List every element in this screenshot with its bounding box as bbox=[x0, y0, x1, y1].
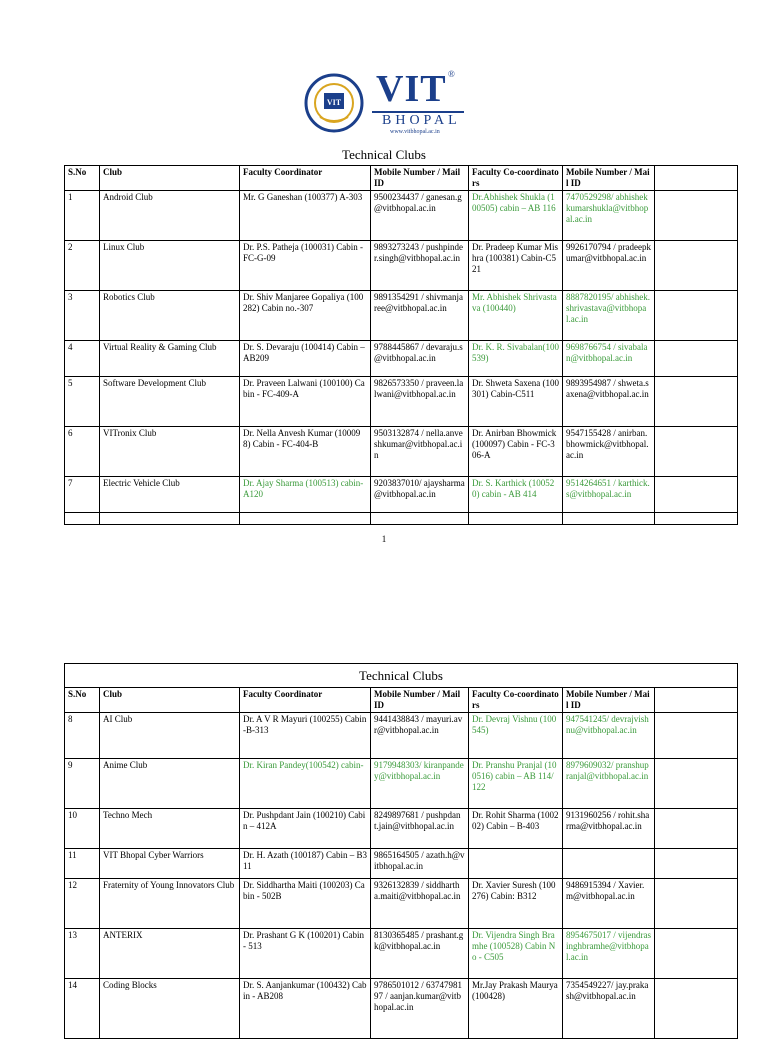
table-header-row bbox=[65, 166, 738, 191]
sno-cell: 8 bbox=[65, 713, 100, 759]
faculty-contact-cell: 9893273243 / pushpinder.singh@vitbhopal.ac.in bbox=[371, 241, 469, 291]
table-row bbox=[65, 979, 738, 1039]
sno-cell: 7 bbox=[65, 477, 100, 513]
sno-cell: 4 bbox=[65, 341, 100, 377]
clubs-table-2 bbox=[64, 663, 738, 1039]
empty-cell bbox=[469, 513, 563, 525]
co-coordinator-contact-cell bbox=[563, 849, 655, 879]
sno-cell: 9 bbox=[65, 759, 100, 809]
empty-cell bbox=[371, 513, 469, 525]
table-header-row bbox=[65, 688, 738, 713]
club-name-cell: Fraternity of Young Innovators Club bbox=[100, 879, 240, 929]
faculty-coordinator-cell: Dr. Praveen Lalwani (100100) Cabin - FC-409-A bbox=[240, 377, 371, 427]
faculty-coordinator-cell: Dr. Kiran Pandey(100542) cabin- bbox=[240, 759, 371, 809]
club-name-cell: Anime Club bbox=[100, 759, 240, 809]
header-faculty: Faculty Coordinator bbox=[240, 166, 371, 191]
club-name-cell: VITronix Club bbox=[100, 427, 240, 477]
empty-cell bbox=[655, 879, 738, 929]
co-coordinator-contact-cell: 7470529298/ abhishekkumarshukla@vitbhopal.ac.in bbox=[563, 191, 655, 241]
club-name-cell: Software Development Club bbox=[100, 377, 240, 427]
empty-cell bbox=[655, 759, 738, 809]
faculty-contact-cell: 9326132839 / siddhartha.maiti@vitbhopal.ac.in bbox=[371, 879, 469, 929]
co-coordinator-cell: Dr. Pradeep Kumar Mishra (100381) Cabin-C521 bbox=[469, 241, 563, 291]
co-coordinator-contact-cell: 9547155428 / anirban.bhowmick@vitbhopal.ac.in bbox=[563, 427, 655, 477]
table-row bbox=[65, 241, 738, 291]
faculty-contact-cell: 9786501012 / 6374798197 / aanjan.kumar@vitbhopal.ac.in bbox=[371, 979, 469, 1039]
sno-cell: 3 bbox=[65, 291, 100, 341]
header-co-coordinators: Faculty Co-coordinators bbox=[469, 688, 563, 713]
club-name-cell: Linux Club bbox=[100, 241, 240, 291]
co-coordinator-contact-cell: 8979609032/ pranshupranjal@vitbhopal.ac.in bbox=[563, 759, 655, 809]
club-name-cell: Robotics Club bbox=[100, 291, 240, 341]
faculty-contact-cell: 9179948303/ kiranpandey@vitbhopal.ac.in bbox=[371, 759, 469, 809]
sno-cell: 12 bbox=[65, 879, 100, 929]
empty-cell bbox=[655, 929, 738, 979]
empty-cell bbox=[655, 427, 738, 477]
header-mobile: Mobile Number / Mail ID bbox=[371, 166, 469, 191]
faculty-coordinator-cell: Dr. Pushpdant Jain (100210) Cabin – 412A bbox=[240, 809, 371, 849]
svg-text:VIT: VIT bbox=[326, 98, 342, 107]
table-row bbox=[65, 713, 738, 759]
table-row bbox=[65, 809, 738, 849]
co-coordinator-cell: Dr. Rohit Sharma (100202) Cabin – B-403 bbox=[469, 809, 563, 849]
faculty-coordinator-cell: Dr. Ajay Sharma (100513) cabin- A120 bbox=[240, 477, 371, 513]
club-name-cell: Techno Mech bbox=[100, 809, 240, 849]
header-empty bbox=[655, 688, 738, 713]
page-number: 1 bbox=[381, 534, 387, 544]
logo-website: www.vitbhopal.ac.in bbox=[390, 129, 440, 135]
header-co-mobile: Mobile Number / Mail ID bbox=[563, 688, 655, 713]
empty-cell bbox=[655, 849, 738, 879]
table-row-empty bbox=[65, 513, 738, 525]
co-coordinator-cell: Dr.Abhishek Shukla (100505) cabin – AB 116 bbox=[469, 191, 563, 241]
vit-bhopal-logo bbox=[296, 68, 466, 135]
header-sno: S.No bbox=[65, 166, 100, 191]
co-coordinator-cell: Dr. Xavier Suresh (100276) Cabin: B312 bbox=[469, 879, 563, 929]
empty-cell bbox=[100, 513, 240, 525]
co-coordinator-contact-cell: 8887820195/ abhishek.shrivastava@vitbhopal.ac.in bbox=[563, 291, 655, 341]
faculty-contact-cell: 9865164505 / azath.h@vitbhopal.ac.in bbox=[371, 849, 469, 879]
table-row bbox=[65, 879, 738, 929]
clubs-table-1 bbox=[64, 165, 738, 525]
empty-cell bbox=[655, 979, 738, 1039]
faculty-contact-cell: 9503132874 / nella.anveshkumar@vitbhopal.ac.in bbox=[371, 427, 469, 477]
faculty-coordinator-cell: Dr. A V R Mayuri (100255) Cabin-B-313 bbox=[240, 713, 371, 759]
club-name-cell: Virtual Reality & Gaming Club bbox=[100, 341, 240, 377]
empty-cell bbox=[563, 513, 655, 525]
sno-cell: 6 bbox=[65, 427, 100, 477]
sno-cell: 10 bbox=[65, 809, 100, 849]
table-row bbox=[65, 759, 738, 809]
empty-cell bbox=[655, 241, 738, 291]
empty-cell bbox=[655, 809, 738, 849]
header-mobile: Mobile Number / Mail ID bbox=[371, 688, 469, 713]
faculty-contact-cell: 8130365485 / prashant.gk@vitbhopal.ac.in bbox=[371, 929, 469, 979]
co-coordinator-contact-cell: 9926170794 / pradeepkumar@vitbhopal.ac.in bbox=[563, 241, 655, 291]
club-name-cell: Electric Vehicle Club bbox=[100, 477, 240, 513]
vit-seal-icon bbox=[296, 73, 372, 135]
co-coordinator-cell: Dr. Devraj Vishnu (100545) bbox=[469, 713, 563, 759]
header-faculty: Faculty Coordinator bbox=[240, 688, 371, 713]
co-coordinator-contact-cell: 7354549227/ jay.prakash@vitbhopal.ac.in bbox=[563, 979, 655, 1039]
table-row bbox=[65, 477, 738, 513]
co-coordinator-cell bbox=[469, 849, 563, 879]
faculty-contact-cell: 8249897681 / pushpdant.jain@vitbhopal.ac.in bbox=[371, 809, 469, 849]
club-name-cell: ANTERIX bbox=[100, 929, 240, 979]
faculty-contact-cell: 9441438843 / mayuri.avr@vitbhopal.ac.in bbox=[371, 713, 469, 759]
co-coordinator-contact-cell: 947541245/ devrajvishnu@vitbhopal.ac.in bbox=[563, 713, 655, 759]
header-club: Club bbox=[100, 166, 240, 191]
co-coordinator-cell: Dr. Vijendra Singh Bramhe (100528) Cabin No - C505 bbox=[469, 929, 563, 979]
co-coordinator-contact-cell: 9486915394 / Xavier.m@vitbhopal.ac.in bbox=[563, 879, 655, 929]
faculty-coordinator-cell: Dr. P.S. Patheja (100031) Cabin - FC-G-09 bbox=[240, 241, 371, 291]
header-co-mobile: Mobile Number / Mail ID bbox=[563, 166, 655, 191]
table-row bbox=[65, 191, 738, 241]
club-name-cell: VIT Bhopal Cyber Warriors bbox=[100, 849, 240, 879]
co-coordinator-contact-cell: 8954675017 / vijendrasinghbramhe@vitbhopal.ac.in bbox=[563, 929, 655, 979]
faculty-coordinator-cell: Dr. S. Aanjankumar (100432) Cabin - AB208 bbox=[240, 979, 371, 1039]
co-coordinator-cell: Mr.Jay Prakash Maurya (100428) bbox=[469, 979, 563, 1039]
faculty-coordinator-cell: Dr. Prashant G K (100201) Cabin - 513 bbox=[240, 929, 371, 979]
empty-cell bbox=[655, 341, 738, 377]
empty-cell bbox=[655, 477, 738, 513]
page-title: Technical Clubs bbox=[342, 147, 426, 162]
logo-name: VIT bbox=[376, 68, 447, 110]
empty-cell bbox=[655, 513, 738, 525]
table-row bbox=[65, 849, 738, 879]
co-coordinator-contact-cell: 9698766754 / sivabalan@vitbhopal.ac.in bbox=[563, 341, 655, 377]
faculty-coordinator-cell: Dr. S. Devaraju (100414) Cabin – AB209 bbox=[240, 341, 371, 377]
faculty-contact-cell: 9826573350 / praveen.lalwani@vitbhopal.ac.in bbox=[371, 377, 469, 427]
co-coordinator-contact-cell: 9893954987 / shweta.saxena@vitbhopal.ac.in bbox=[563, 377, 655, 427]
faculty-coordinator-cell: Dr. H. Azath (100187) Cabin – B311 bbox=[240, 849, 371, 879]
empty-cell bbox=[655, 713, 738, 759]
empty-cell bbox=[240, 513, 371, 525]
co-coordinator-contact-cell: 9514264651 / karthick.s@vitbhopal.ac.in bbox=[563, 477, 655, 513]
sno-cell: 1 bbox=[65, 191, 100, 241]
co-coordinator-cell: Dr. Pranshu Pranjal (100516) cabin – AB 114/ 122 bbox=[469, 759, 563, 809]
table-row bbox=[65, 427, 738, 477]
table-title: Technical Clubs bbox=[65, 664, 738, 688]
logo-city: BHOPAL bbox=[382, 113, 461, 128]
header-co-coordinators: Faculty Co-coordinators bbox=[469, 166, 563, 191]
faculty-contact-cell: 9500234437 / ganesan.g@vitbhopal.ac.in bbox=[371, 191, 469, 241]
header-empty bbox=[655, 166, 738, 191]
faculty-contact-cell: 9788445867 / devaraju.s@vitbhopal.ac.in bbox=[371, 341, 469, 377]
faculty-coordinator-cell: Dr. Nella Anvesh Kumar (100098) Cabin - FC-404-B bbox=[240, 427, 371, 477]
empty-cell bbox=[655, 291, 738, 341]
empty-cell bbox=[655, 377, 738, 427]
club-name-cell: Android Club bbox=[100, 191, 240, 241]
club-name-cell: Coding Blocks bbox=[100, 979, 240, 1039]
club-name-cell: AI Club bbox=[100, 713, 240, 759]
sno-cell: 2 bbox=[65, 241, 100, 291]
sno-cell: 14 bbox=[65, 979, 100, 1039]
table-row bbox=[65, 929, 738, 979]
table-row bbox=[65, 377, 738, 427]
sno-cell: 13 bbox=[65, 929, 100, 979]
table-row bbox=[65, 341, 738, 377]
faculty-coordinator-cell: Dr. Shiv Manjaree Gopaliya (100282) Cabin no.-307 bbox=[240, 291, 371, 341]
faculty-coordinator-cell: Dr. Siddhartha Maiti (100203) Cabin - 502B bbox=[240, 879, 371, 929]
logo-registered: ® bbox=[448, 69, 455, 79]
table-row bbox=[65, 291, 738, 341]
empty-cell bbox=[65, 513, 100, 525]
co-coordinator-cell: Dr. K. R. Sivabalan(100539) bbox=[469, 341, 563, 377]
sno-cell: 11 bbox=[65, 849, 100, 879]
faculty-contact-cell: 9203837010/ ajaysharma@vitbhopal.ac.in bbox=[371, 477, 469, 513]
faculty-coordinator-cell: Mr. G Ganeshan (100377) A-303 bbox=[240, 191, 371, 241]
sno-cell: 5 bbox=[65, 377, 100, 427]
header-club: Club bbox=[100, 688, 240, 713]
co-coordinator-cell: Dr. Shweta Saxena (100301) Cabin-C511 bbox=[469, 377, 563, 427]
header-sno: S.No bbox=[65, 688, 100, 713]
faculty-contact-cell: 9891354291 / shivmanjaree@vitbhopal.ac.in bbox=[371, 291, 469, 341]
empty-cell bbox=[655, 191, 738, 241]
co-coordinator-cell: Dr. S. Karthick (100520) cabin - AB 414 bbox=[469, 477, 563, 513]
co-coordinator-cell: Mr. Abhishek Shrivastava (100440) bbox=[469, 291, 563, 341]
co-coordinator-contact-cell: 9131960256 / rohit.sharma@vitbhopal.ac.in bbox=[563, 809, 655, 849]
co-coordinator-cell: Dr. Anirban Bhowmick (100097) Cabin - FC-306-A bbox=[469, 427, 563, 477]
